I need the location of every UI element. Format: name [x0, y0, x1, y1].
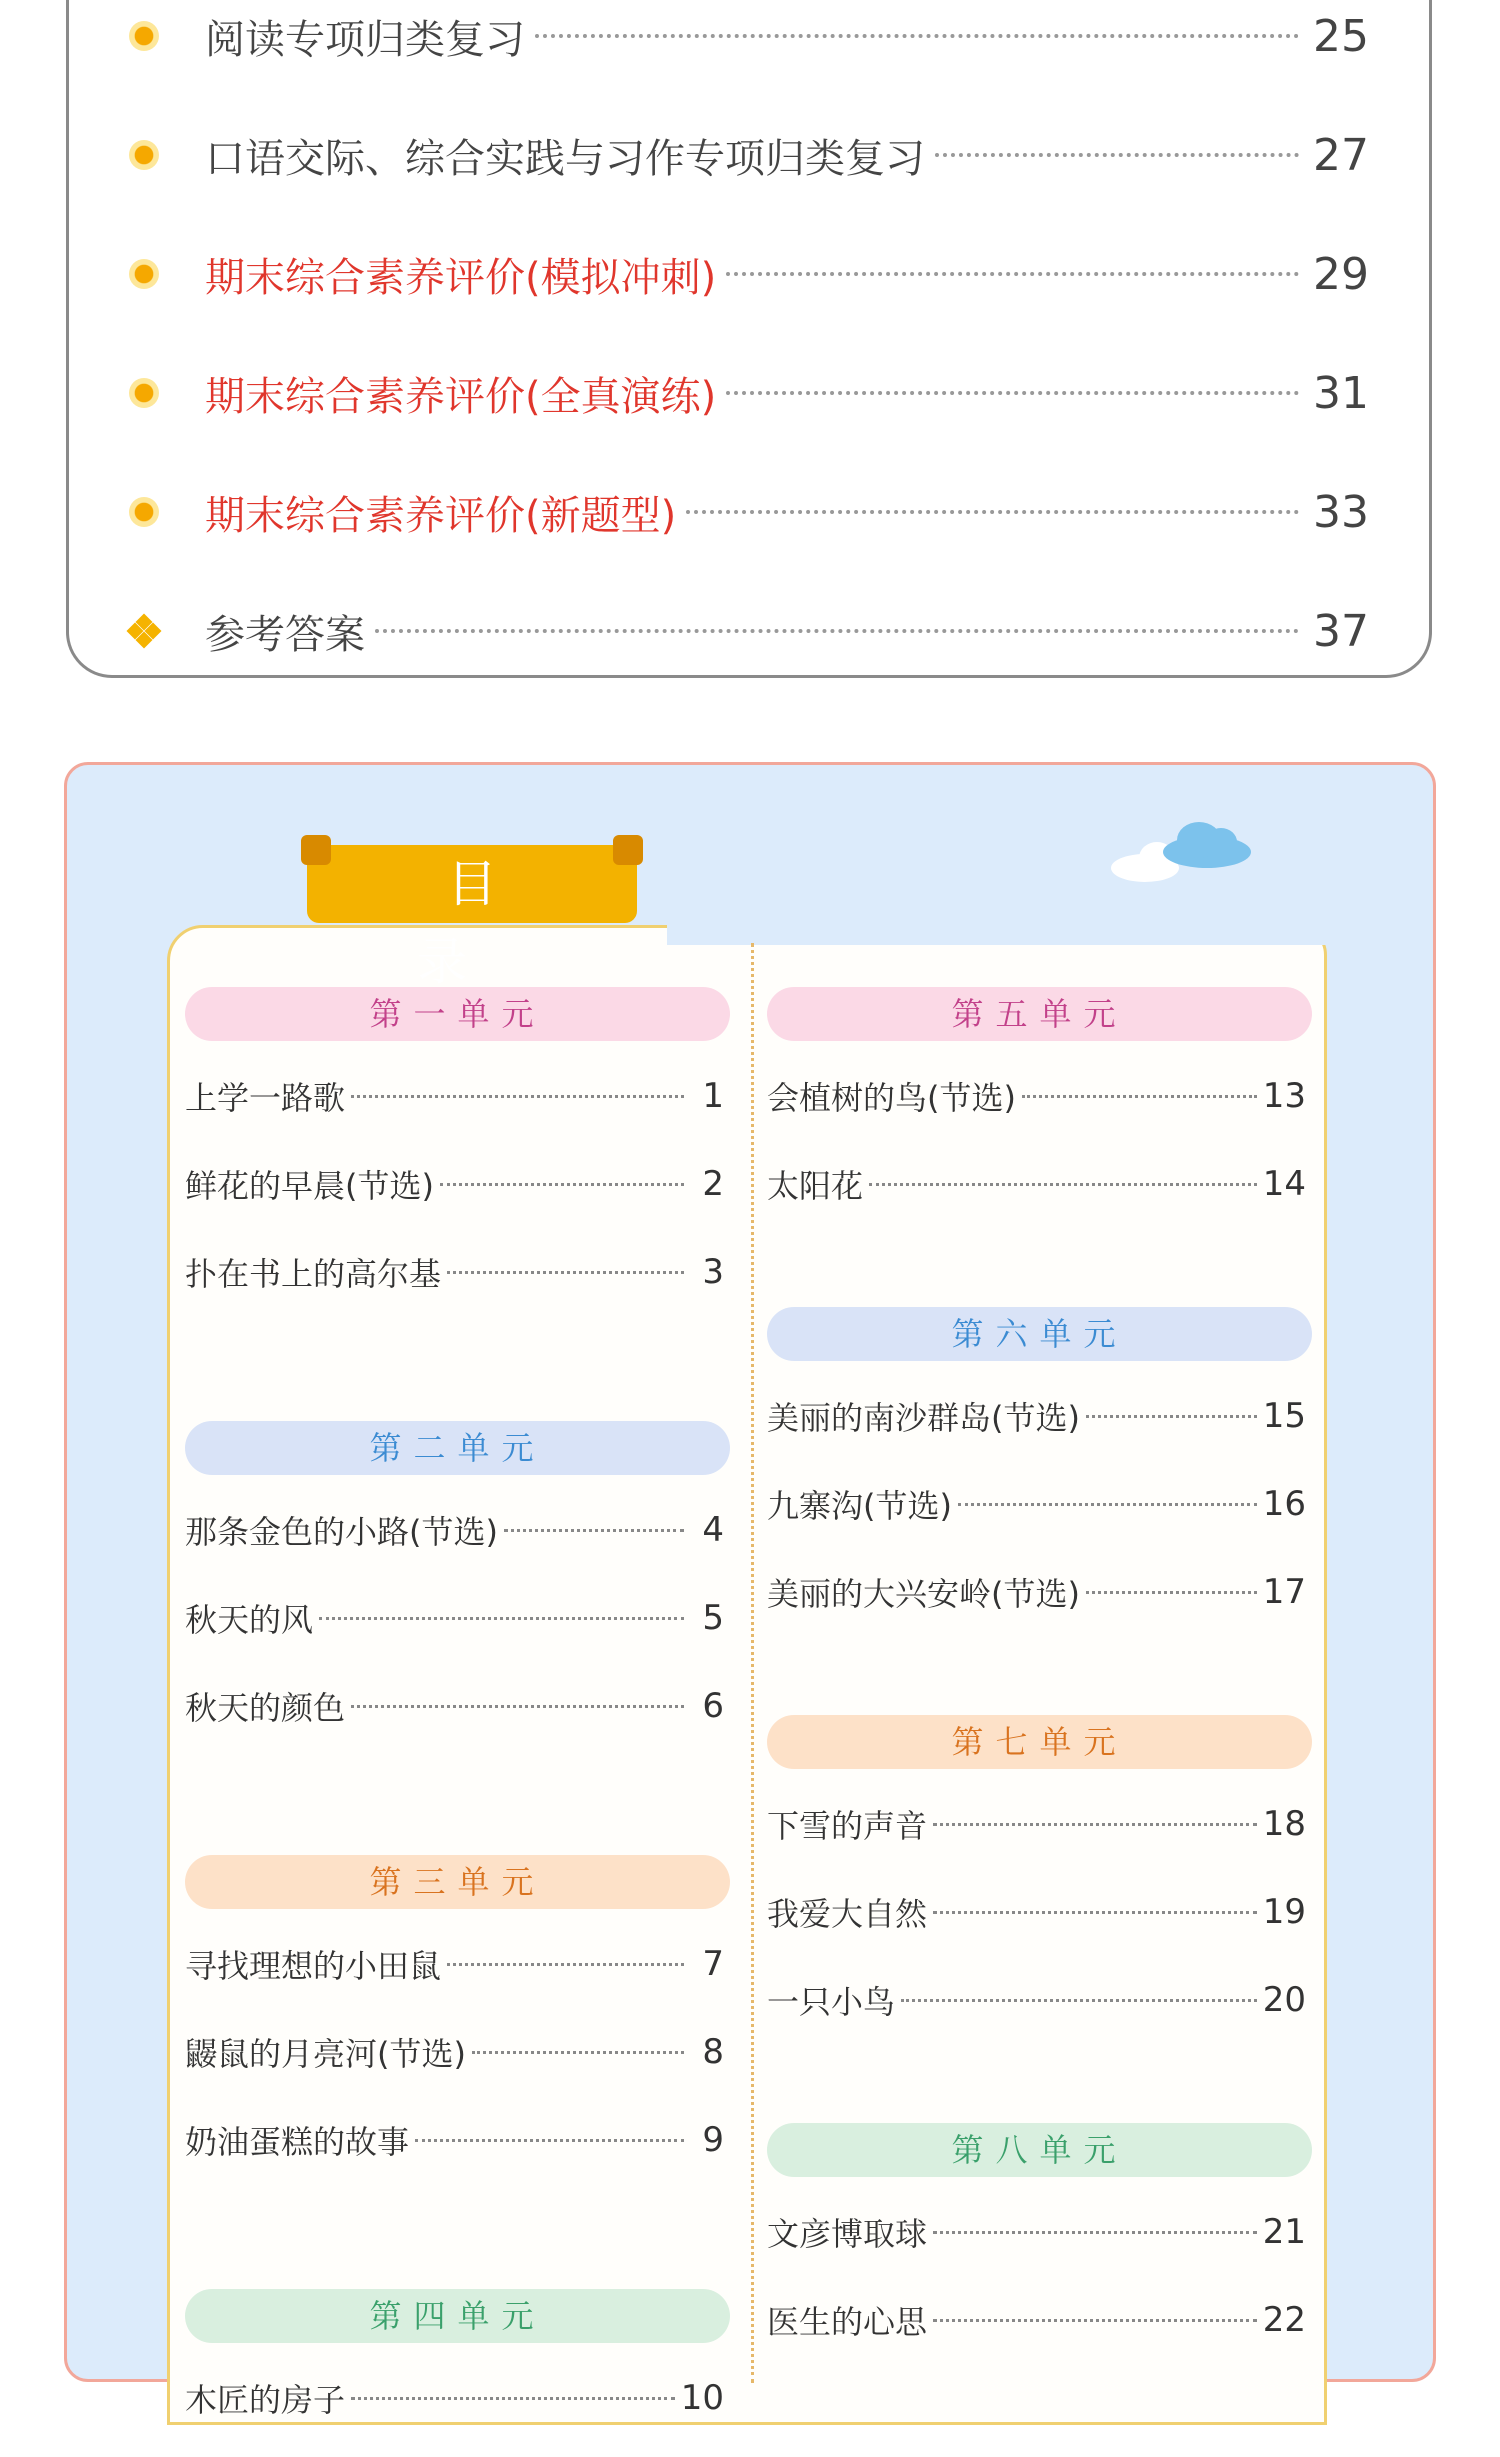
unit-heading: 第六单元	[767, 1307, 1312, 1361]
top-list-item[interactable]	[129, 601, 1369, 661]
toc-entry-title: 鲜花的早晨(节选)	[185, 1167, 434, 1205]
unit-heading: 第八单元	[767, 2123, 1312, 2177]
unit-heading: 第四单元	[185, 2289, 730, 2343]
top-list-page-number: 37	[1313, 605, 1369, 657]
top-list-title: 期末综合素养评价(全真演练)	[205, 373, 717, 420]
toc-entry-title: 九寨沟(节选)	[767, 1487, 952, 1525]
toc-entry-page-number: 5	[702, 1598, 724, 1638]
left-column	[185, 987, 730, 2457]
top-list-page-number: 27	[1313, 129, 1369, 181]
dot-leader	[869, 1183, 1257, 1186]
top-list-title: 期末综合素养评价(新题型)	[205, 492, 677, 539]
top-list-item[interactable]	[129, 363, 1369, 423]
dot-leader	[933, 1823, 1257, 1826]
top-list-page-number: 31	[1313, 367, 1369, 419]
top-list-item[interactable]	[129, 482, 1369, 542]
toc-entry-page-number: 16	[1262, 1484, 1306, 1524]
toc-entry-page-number: 10	[680, 2378, 724, 2418]
top-list-page-number: 33	[1313, 486, 1369, 538]
toc-entry-page-number: 3	[702, 1252, 724, 1292]
top-list-item[interactable]	[129, 6, 1369, 66]
toc-entry-title: 美丽的大兴安岭(节选)	[767, 1575, 1080, 1613]
dot-leader	[1086, 1415, 1257, 1418]
toc-entry-title: 木匠的房子	[185, 2381, 346, 2419]
diamond-bullet-icon	[129, 616, 159, 646]
toc-entry[interactable]	[767, 1563, 1312, 1621]
dot-leader	[535, 34, 1299, 38]
toc-entry[interactable]	[767, 1475, 1312, 1533]
dot-leader	[933, 2231, 1257, 2234]
toc-entry[interactable]	[767, 1067, 1312, 1125]
top-list-title: 期末综合素养评价(模拟冲刺)	[205, 254, 717, 301]
toc-entry-title: 下雪的声音	[767, 1807, 928, 1845]
unit-heading: 第三单元	[185, 1855, 730, 1909]
toc-entry[interactable]	[767, 1971, 1312, 2029]
dot-leader	[447, 1271, 684, 1274]
toc-entry-title: 那条金色的小路(节选)	[185, 1513, 498, 1551]
toc-entry-page-number: 21	[1262, 2212, 1306, 2252]
toc-entry-page-number: 14	[1262, 1164, 1306, 1204]
dot-leader	[472, 2051, 684, 2054]
dot-leader	[958, 1503, 1257, 1506]
toc-entry-page-number: 20	[1262, 1980, 1306, 2020]
dot-leader	[351, 1705, 684, 1708]
toc-entry-title: 扑在书上的高尔基	[185, 1255, 442, 1293]
top-list-title: 口语交际、综合实践与习作专项归类复习	[205, 135, 925, 182]
toc-entry[interactable]	[767, 2203, 1312, 2261]
toc-entry[interactable]	[185, 2369, 730, 2427]
toc-entry[interactable]	[767, 2291, 1312, 2349]
dot-leader	[933, 1911, 1257, 1914]
toc-entry[interactable]	[767, 1387, 1312, 1445]
toc-entry-page-number: 18	[1262, 1804, 1306, 1844]
dot-leader	[447, 1963, 684, 1966]
toc-entry-page-number: 9	[702, 2120, 724, 2160]
toc-entry-page-number: 1	[702, 1076, 724, 1116]
top-list-title: 参考答案	[205, 611, 365, 658]
toc-entry-title: 一只小鸟	[767, 1983, 896, 2021]
toc-entry-page-number: 15	[1262, 1396, 1306, 1436]
dot-leader	[351, 1095, 684, 1098]
toc-entry[interactable]	[185, 1067, 730, 1125]
dot-leader	[351, 2397, 675, 2400]
unit-heading: 第二单元	[185, 1421, 730, 1475]
toc-entry-page-number: 2	[702, 1164, 724, 1204]
toc-entry-title: 太阳花	[767, 1167, 864, 1205]
toc-entry-title: 寻找理想的小田鼠	[185, 1947, 442, 1985]
toc-entry-title: 会植树的鸟(节选)	[767, 1079, 1016, 1117]
top-list-item[interactable]	[129, 244, 1369, 304]
toc-entry[interactable]	[185, 1589, 730, 1647]
dot-leader	[686, 510, 1299, 514]
column-divider	[751, 943, 754, 2383]
dot-leader	[1086, 1591, 1257, 1594]
right-column	[767, 987, 1312, 2379]
circle-bullet-icon	[129, 378, 159, 408]
dot-leader	[901, 1999, 1257, 2002]
dot-leader	[1022, 1095, 1257, 1098]
dot-leader	[726, 391, 1299, 395]
toc-entry-title: 美丽的南沙群岛(节选)	[767, 1399, 1080, 1437]
toc-entry-title: 鼹鼠的月亮河(节选)	[185, 2035, 466, 2073]
dot-leader	[319, 1617, 684, 1620]
dot-leader	[415, 2139, 684, 2142]
toc-entry-title: 文彦博取球	[767, 2215, 928, 2253]
dot-leader	[935, 153, 1299, 157]
toc-entry[interactable]	[185, 1935, 730, 1993]
dot-leader	[375, 629, 1299, 633]
toc-entry-title: 我爱大自然	[767, 1895, 928, 1933]
circle-bullet-icon	[129, 140, 159, 170]
top-list-page-number: 29	[1313, 248, 1369, 300]
toc-entry-page-number: 7	[702, 1944, 724, 1984]
toc-entry-page-number: 13	[1262, 1076, 1306, 1116]
toc-entry-title: 上学一路歌	[185, 1079, 346, 1117]
toc-entry-title: 秋天的风	[185, 1601, 314, 1639]
unit-heading: 第七单元	[767, 1715, 1312, 1769]
top-list-item[interactable]	[129, 125, 1369, 185]
dot-leader	[933, 2319, 1257, 2322]
toc-entry-page-number: 4	[702, 1510, 724, 1550]
dot-leader	[726, 272, 1299, 276]
cloud-icon	[1107, 820, 1257, 890]
circle-bullet-icon	[129, 21, 159, 51]
toc-entry[interactable]	[767, 1155, 1312, 1213]
toc-entry-title: 秋天的颜色	[185, 1689, 346, 1727]
toc-entry-page-number: 19	[1262, 1892, 1306, 1932]
contents-tab-title: 目 录	[307, 845, 637, 923]
circle-bullet-icon	[129, 259, 159, 289]
dot-leader	[440, 1183, 684, 1186]
toc-entry-page-number: 6	[702, 1686, 724, 1726]
toc-entry[interactable]	[185, 1155, 730, 1213]
toc-entry[interactable]	[767, 1883, 1312, 1941]
top-list-title: 阅读专项归类复习	[205, 16, 525, 63]
toc-entry[interactable]	[185, 2023, 730, 2081]
unit-heading: 第五单元	[767, 987, 1312, 1041]
toc-entry[interactable]	[185, 1677, 730, 1735]
toc-entry-page-number: 8	[702, 2032, 724, 2072]
toc-entry-page-number: 17	[1262, 1572, 1306, 1612]
toc-entry[interactable]	[185, 2111, 730, 2169]
top-list-page-number: 25	[1313, 10, 1369, 62]
dot-leader	[504, 1529, 684, 1532]
unit-heading: 第一单元	[185, 987, 730, 1041]
toc-entry[interactable]	[185, 1501, 730, 1559]
circle-bullet-icon	[129, 497, 159, 527]
table-of-contents-panel	[64, 762, 1436, 2419]
toc-entry[interactable]	[185, 1243, 730, 1301]
toc-entry[interactable]	[767, 1795, 1312, 1853]
top-contents-panel	[66, 0, 1432, 678]
toc-entry-title: 奶油蛋糕的故事	[185, 2123, 410, 2161]
toc-entry-title: 医生的心思	[767, 2303, 928, 2341]
toc-entry-page-number: 22	[1262, 2300, 1306, 2340]
